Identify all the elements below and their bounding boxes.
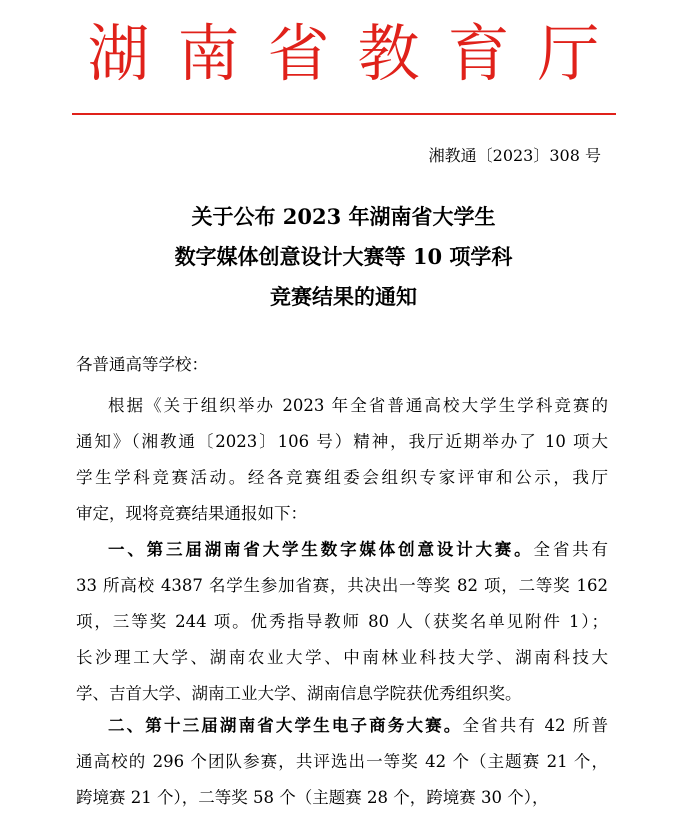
document-title-line-3: 竞赛结果的通知 bbox=[270, 284, 417, 309]
paragraph-2-line-4: 长沙理工大学、湖南农业大学、中南林业科技大学、湖南科技大 bbox=[76, 648, 608, 667]
document-title-line-2: 数字媒体创意设计大赛等 10 项学科 bbox=[174, 244, 513, 269]
paragraph-3-line-1 bbox=[108, 715, 608, 737]
issuing-authority-header: 湖南省教育厅 bbox=[87, 17, 628, 90]
section-2-heading: 二、第十三届湖南省大学生电子商务大赛。 bbox=[108, 716, 463, 735]
paragraph-1-line-4: 审定，现将竞赛结果通报如下： bbox=[76, 504, 307, 523]
section-1-heading-rest: 全省共有 bbox=[533, 540, 609, 559]
paragraph-2-line-1 bbox=[108, 539, 608, 561]
paragraph-1-line-1: 根据《关于组织举办 2023 年全省普通高校大学生学科竞赛的 bbox=[108, 396, 608, 415]
paragraph-2-line-2: 33 所高校 4387 名学生参加省赛，共决出一等奖 82 项，二等奖 162 bbox=[76, 576, 608, 595]
document-number: 湘教通〔2023〕308 号 bbox=[428, 146, 601, 165]
paragraph-1-line-2: 通知》（湘教通〔2023〕106 号）精神，我厅近期举办了 10 项大 bbox=[76, 432, 608, 451]
red-separator-line bbox=[72, 113, 616, 115]
section-2-heading-rest: 全省共有 42 所普 bbox=[462, 716, 608, 735]
paragraph-3-line-3: 跨境赛 21 个），二等奖 58 个（主题赛 28 个，跨境赛 30 个）， bbox=[76, 788, 549, 807]
paragraph-2-line-3: 项，三等奖 244 项。优秀指导教师 80 人（获奖名单见附件 1）； bbox=[76, 612, 608, 631]
salutation: 各普通高等学校： bbox=[76, 355, 208, 374]
paragraph-2-line-5: 学、吉首大学、湖南工业大学、湖南信息学院获优秀组织奖。 bbox=[76, 684, 522, 703]
paragraph-3-line-2: 通高校的 296 个团队参赛，共评选出一等奖 42 个（主题赛 21 个， bbox=[76, 752, 608, 771]
paragraph-1-line-3: 学生学科竞赛活动。经各竞赛组委会组织专家评审和公示，我厅 bbox=[76, 468, 608, 487]
section-1-heading: 一、第三届湖南省大学生数字媒体创意设计大赛。 bbox=[108, 540, 534, 559]
document-title-line-1: 关于公布 2023 年湖南省大学生 bbox=[191, 204, 496, 229]
